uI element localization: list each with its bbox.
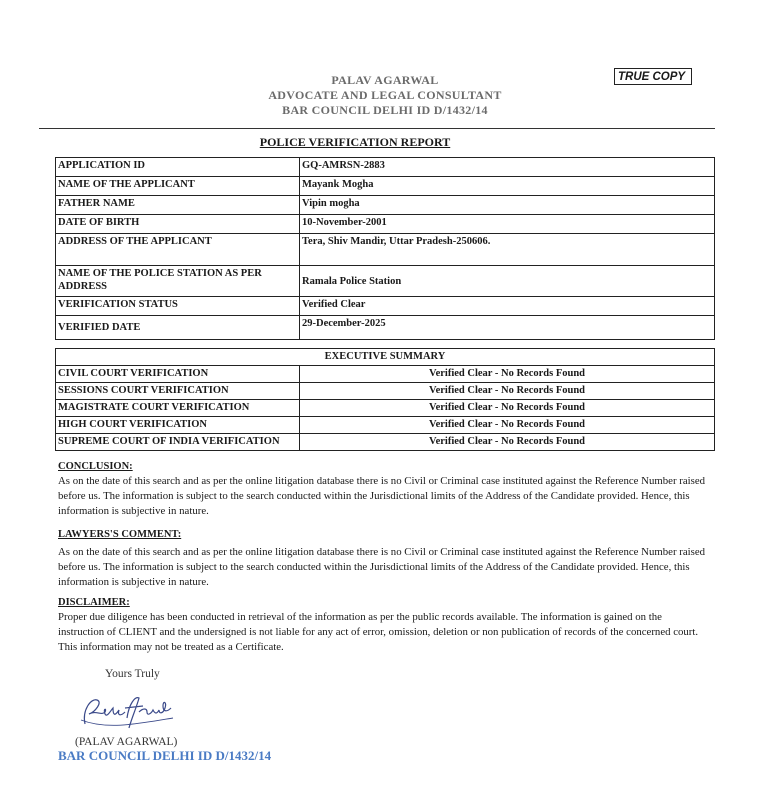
table-row: [56, 177, 715, 196]
disclaimer-section: [58, 595, 708, 655]
table-row: [56, 366, 715, 383]
signature-image: [77, 690, 177, 732]
table-row: [56, 158, 715, 177]
table-row: [56, 316, 715, 340]
court-label: CIVIL COURT VERIFICATION: [56, 366, 300, 383]
info-label: NAME OF THE POLICE STATION AS PER ADDRESS: [56, 266, 300, 297]
advocate-bar-id: BAR COUNCIL DELHI ID D/1432/14: [282, 103, 488, 117]
info-value: 10-November-2001: [300, 215, 715, 234]
info-label: ADDRESS OF THE APPLICANT: [56, 234, 300, 266]
info-label: VERIFIED DATE: [56, 316, 300, 340]
table-row: [56, 196, 715, 215]
court-status: Verified Clear - No Records Found: [300, 383, 715, 400]
header-divider: [39, 128, 715, 129]
court-label: MAGISTRATE COURT VERIFICATION: [56, 400, 300, 417]
true-copy-stamp: TRUE COPY: [614, 68, 692, 85]
table-row: [56, 234, 715, 266]
info-label: VERIFICATION STATUS: [56, 297, 300, 316]
info-value: 29-December-2025: [300, 316, 715, 340]
executive-summary-table: [55, 348, 715, 451]
info-label: NAME OF THE APPLICANT: [56, 177, 300, 196]
info-value: Vipin mogha: [300, 196, 715, 215]
signer-name: (PALAV AGARWAL): [75, 736, 178, 748]
table-row: [56, 266, 715, 297]
court-status: Verified Clear - No Records Found: [300, 434, 715, 451]
table-row: [56, 215, 715, 234]
disclaimer-text: Proper due diligence has been conducted in retrieval of the information as per the public records available. The information is gained on the instruction of CLIENT and the undersigned is not liable for any act of error, omission, deletion or non publication of records of the concerned court. This information may not be treated as a Certificate.: [58, 611, 699, 653]
info-label: APPLICATION ID: [56, 158, 300, 177]
info-value: Verified Clear: [300, 297, 715, 316]
letterhead: [0, 73, 761, 118]
disclaimer-title: DISCLAIMER:: [58, 597, 130, 608]
lawyers-comment-text: As on the date of this search and as per the online litigation database there is no Civil or Criminal case instituted against the Reference Number raised before us. The information is subject to the search conducted within the Jurisdictional limits of the Address of the Candidate provided. Hence, this information is subjective in nature.: [58, 546, 706, 588]
court-status: Verified Clear - No Records Found: [300, 400, 715, 417]
info-label: DATE OF BIRTH: [56, 215, 300, 234]
table-row: [56, 383, 715, 400]
applicant-info-table: [55, 157, 715, 340]
table-row: [56, 400, 715, 417]
conclusion-text: As on the date of this search and as per the online litigation database there is no Civil or Criminal case instituted against the Reference Number raised before us. The information is subject to the search conducted within the Jurisdictional limits of the Address of the Candidate provided. Hence, this information is subjective in nature.: [58, 475, 706, 517]
court-label: SUPREME COURT OF INDIA VERIFICATION: [56, 434, 300, 451]
info-value: Mayank Mogha: [300, 177, 715, 196]
closing-salutation: Yours Truly: [105, 668, 160, 680]
court-label: HIGH COURT VERIFICATION: [56, 417, 300, 434]
info-value: Ramala Police Station: [300, 266, 715, 297]
conclusion-title: CONCLUSION:: [58, 461, 133, 472]
court-status: Verified Clear - No Records Found: [300, 417, 715, 434]
info-value: Tera, Shiv Mandir, Uttar Pradesh-250606.: [300, 234, 715, 266]
lawyers-comment-title: LAWYERS'S COMMENT:: [58, 529, 182, 540]
table-row: [56, 434, 715, 451]
advocate-title: ADVOCATE AND LEGAL CONSULTANT: [268, 88, 502, 102]
info-label: FATHER NAME: [56, 196, 300, 215]
court-label: SESSIONS COURT VERIFICATION: [56, 383, 300, 400]
info-value: GQ-AMRSN-2883: [300, 158, 715, 177]
lawyers-comment-section: [58, 527, 708, 590]
table-row: [56, 349, 715, 366]
summary-heading: EXECUTIVE SUMMARY: [56, 349, 715, 366]
signer-bar-id: BAR COUNCIL DELHI ID D/1432/14: [58, 748, 272, 763]
conclusion-section: [58, 459, 708, 519]
table-row: [56, 297, 715, 316]
table-row: [56, 417, 715, 434]
advocate-name: PALAV AGARWAL: [331, 73, 439, 87]
court-status: Verified Clear - No Records Found: [300, 366, 715, 383]
report-title: POLICE VERIFICATION REPORT: [259, 135, 451, 149]
